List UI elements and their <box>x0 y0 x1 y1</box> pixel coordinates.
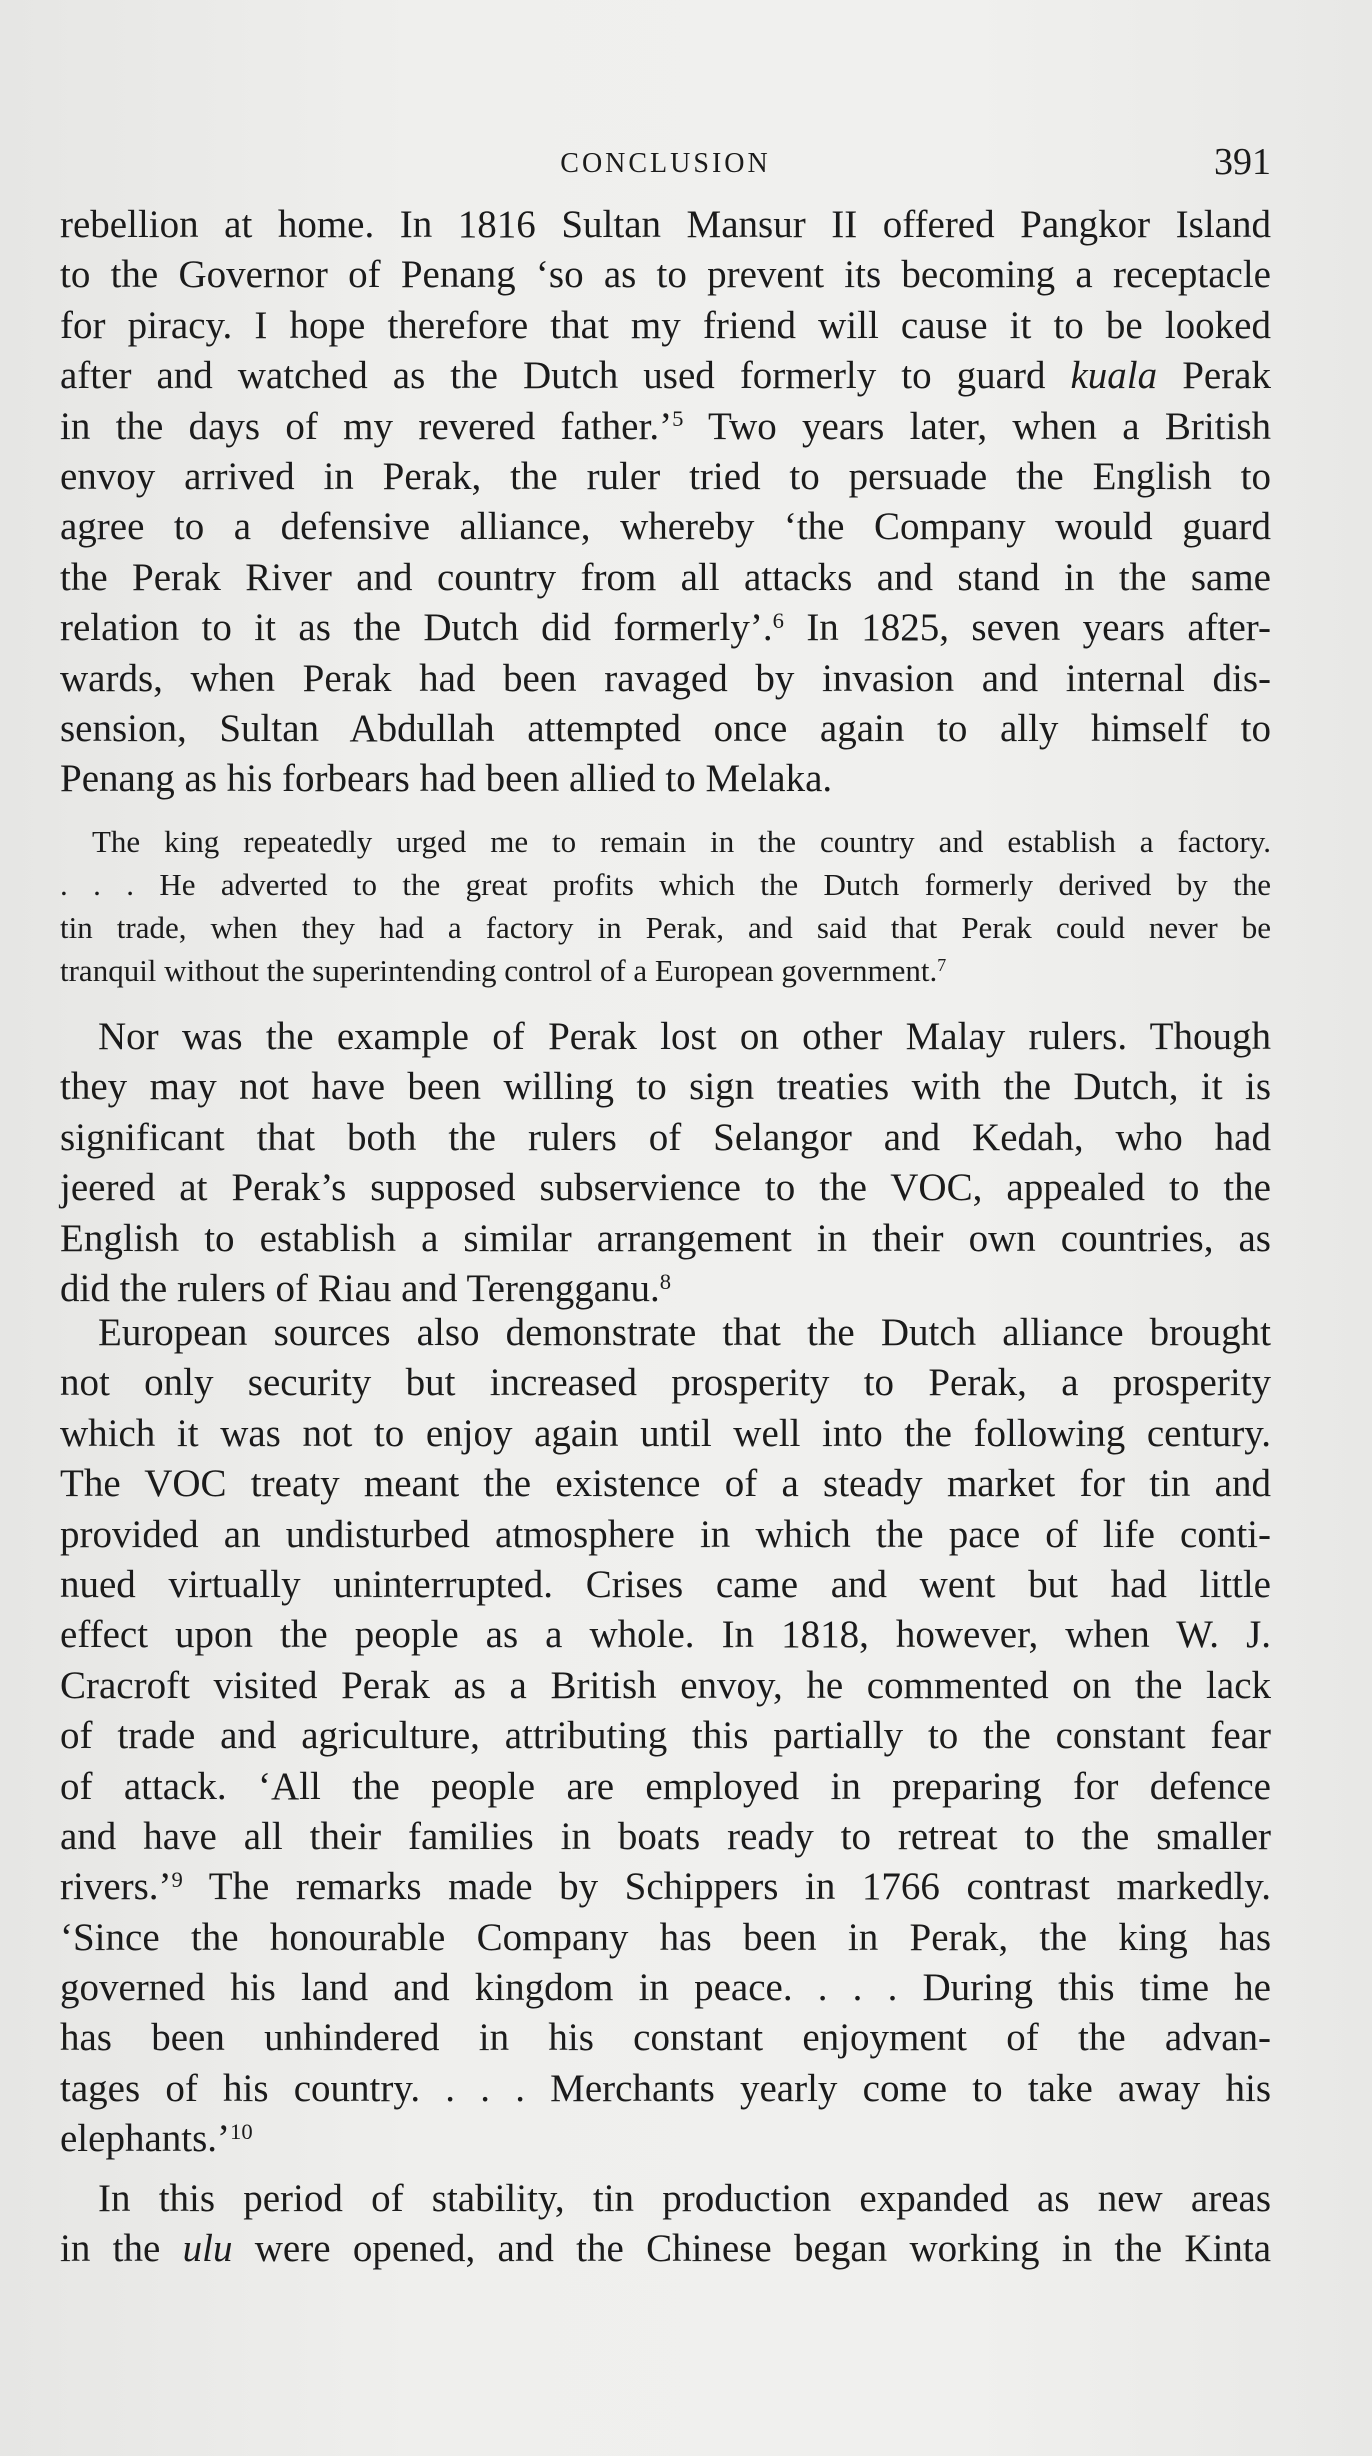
text-run: elephants.’ <box>60 2117 231 2161</box>
text-run: has been unhindered in his constant enjoyment of the advan- <box>60 2016 1271 2060</box>
text-run: Penang as his forbears had been allied to Melaka. <box>60 757 833 801</box>
text-line <box>60 1963 1271 2013</box>
text-run: which it was not to enjoy again until well into the following century. <box>60 1411 1271 1455</box>
text-run: tranquil without the superintending control of a European government. <box>60 953 938 988</box>
text-line <box>60 906 1271 949</box>
text-run: The king repeatedly urged me to remain in the country and establish a factory. <box>92 824 1271 859</box>
text-run: envoy arrived in Perak, the ruler tried to persuade the English to <box>60 454 1271 498</box>
italic-term: ulu <box>182 2227 233 2271</box>
text-run: in the <box>60 2227 183 2271</box>
text-line <box>60 2064 1271 2114</box>
text-line <box>60 1459 1271 1509</box>
text-run: provided an undisturbed atmosphere in which the pace of life conti- <box>60 1512 1271 1556</box>
text-run: agree to a defensive alliance, whereby ‘the Company would guard <box>60 505 1271 549</box>
text-run: significant that both the rulers of Selangor and Kedah, who had <box>60 1115 1271 1159</box>
text-run: The remarks made by Schippers in 1766 contrast markedly. <box>182 1865 1271 1909</box>
text-line <box>60 301 1271 351</box>
text-run: did the rulers of Riau and Terengganu. <box>60 1266 660 1310</box>
paragraph <box>60 2174 1271 2275</box>
text-line <box>60 1610 1271 1660</box>
text-run: not only security but increased prosperity to Perak, a prosperity <box>60 1361 1271 1405</box>
text-run: in the days of my revered father.’ <box>60 404 673 448</box>
text-line <box>60 863 1271 906</box>
footnote-ref: 9 <box>171 1866 183 1892</box>
text-line <box>60 502 1271 552</box>
text-line <box>60 1862 1271 1912</box>
text-line <box>60 1711 1271 1761</box>
text-line <box>60 754 1271 804</box>
paragraph <box>60 1012 1271 1314</box>
text-line <box>60 1661 1271 1711</box>
text-run: relation to it as the Dutch did formerly’. <box>60 606 773 650</box>
text-run: they may not have been willing to sign treaties with the Dutch, it is <box>60 1065 1271 1109</box>
text-line <box>60 1812 1271 1862</box>
text-run: effect upon the people as a whole. In 1818, however, when W. J. <box>60 1613 1271 1657</box>
text-line <box>60 1560 1271 1610</box>
text-line <box>60 654 1271 704</box>
text-line <box>60 452 1271 502</box>
text-run: the Perak River and country from all attacks and stand in the same <box>60 555 1271 599</box>
text-run: and have all their families in boats ready to retreat to the smaller <box>60 1814 1271 1858</box>
text-line <box>60 1358 1271 1408</box>
text-line <box>60 1012 1271 1062</box>
text-line <box>60 200 1271 250</box>
text-run: jeered at Perak’s supposed subservience to the VOC, appealed to the <box>60 1166 1271 1210</box>
text-line <box>60 1762 1271 1812</box>
footnote-ref: 6 <box>772 607 784 633</box>
text-run: to the Governor of Penang ‘so as to prevent its becoming a receptacle <box>60 253 1271 297</box>
text-run: In this period of stability, tin production expanded as new areas <box>98 2177 1271 2220</box>
text-run: Cracroft visited Perak as a British envoy, he commented on the lack <box>60 1663 1271 1707</box>
italic-term: kuala <box>1070 354 1158 398</box>
text-run: rivers.’ <box>60 1865 172 1909</box>
text-run: after and watched as the Dutch used formerly to guard <box>60 354 1071 398</box>
text-line <box>60 1113 1271 1163</box>
paragraph <box>60 200 1271 805</box>
text-line <box>60 1913 1271 1963</box>
text-line <box>60 250 1271 300</box>
text-run: European sources also demonstrate that the Dutch alliance brought <box>98 1311 1271 1354</box>
text-run: English to establish a similar arrangement in their own countries, as <box>60 1216 1271 1260</box>
text-line <box>60 2224 1271 2274</box>
block-quote <box>60 820 1271 992</box>
text-line <box>60 949 1271 992</box>
text-run: rebellion at home. In 1816 Sultan Mansur II offered Pangkor Island <box>60 203 1271 246</box>
text-run: Perak <box>1157 354 1271 398</box>
text-line <box>60 1308 1271 1358</box>
running-title: CONCLUSION <box>560 148 771 179</box>
text-run: tin trade, when they had a factory in Perak, and said that Perak could never be <box>60 910 1271 945</box>
footnote-ref: 8 <box>659 1268 672 1294</box>
text-run: tages of his country. . . . Merchants yearly come to take away his <box>60 2066 1271 2110</box>
text-line <box>60 402 1271 452</box>
text-line <box>60 820 1271 863</box>
page-number: 391 <box>1214 141 1271 183</box>
text-line <box>60 1062 1271 1112</box>
text-line <box>60 1409 1271 1459</box>
paragraph <box>60 1308 1271 2165</box>
text-line <box>60 1510 1271 1560</box>
text-line <box>60 2114 1271 2164</box>
text-run: sension, Sultan Abdullah attempted once again to ally himself to <box>60 706 1271 750</box>
text-run: Two years later, when a British <box>683 404 1271 448</box>
text-line <box>60 1163 1271 1213</box>
text-line <box>60 2013 1271 2063</box>
text-run: In 1825, seven years after- <box>783 606 1271 650</box>
text-line <box>60 704 1271 754</box>
text-line <box>60 1214 1271 1264</box>
text-run: for piracy. I hope therefore that my friend will cause it to be looked <box>60 303 1271 347</box>
text-line <box>60 603 1271 653</box>
text-run: governed his land and kingdom in peace. . . . During this time he <box>60 1966 1271 2010</box>
text-run: of attack. ‘All the people are employed in preparing for defence <box>60 1764 1271 1808</box>
footnote-ref: 10 <box>230 2118 253 2144</box>
text-run: were opened, and the Chinese began working in the Kinta <box>232 2227 1272 2271</box>
text-line <box>60 2174 1271 2224</box>
text-run: wards, when Perak had been ravaged by invasion and internal dis- <box>60 656 1271 700</box>
text-line <box>60 553 1271 603</box>
text-run: . . . He adverted to the great profits which the Dutch formerly derived by the <box>60 867 1271 902</box>
text-run: nued virtually uninterrupted. Crises came and went but had little <box>60 1562 1271 1606</box>
footnote-ref: 7 <box>937 955 947 976</box>
footnote-ref: 5 <box>672 406 684 432</box>
page-header <box>60 140 1271 190</box>
text-run: ‘Since the honourable Company has been in Perak, the king has <box>60 1915 1271 1959</box>
text-line <box>60 1264 1271 1314</box>
text-run: The VOC treaty meant the existence of a steady market for tin and <box>60 1462 1271 1506</box>
text-line <box>60 351 1271 401</box>
text-run: Nor was the example of Perak lost on other Malay rulers. Though <box>98 1015 1271 1058</box>
text-run: of trade and agriculture, attributing this partially to the constant fear <box>60 1714 1271 1758</box>
